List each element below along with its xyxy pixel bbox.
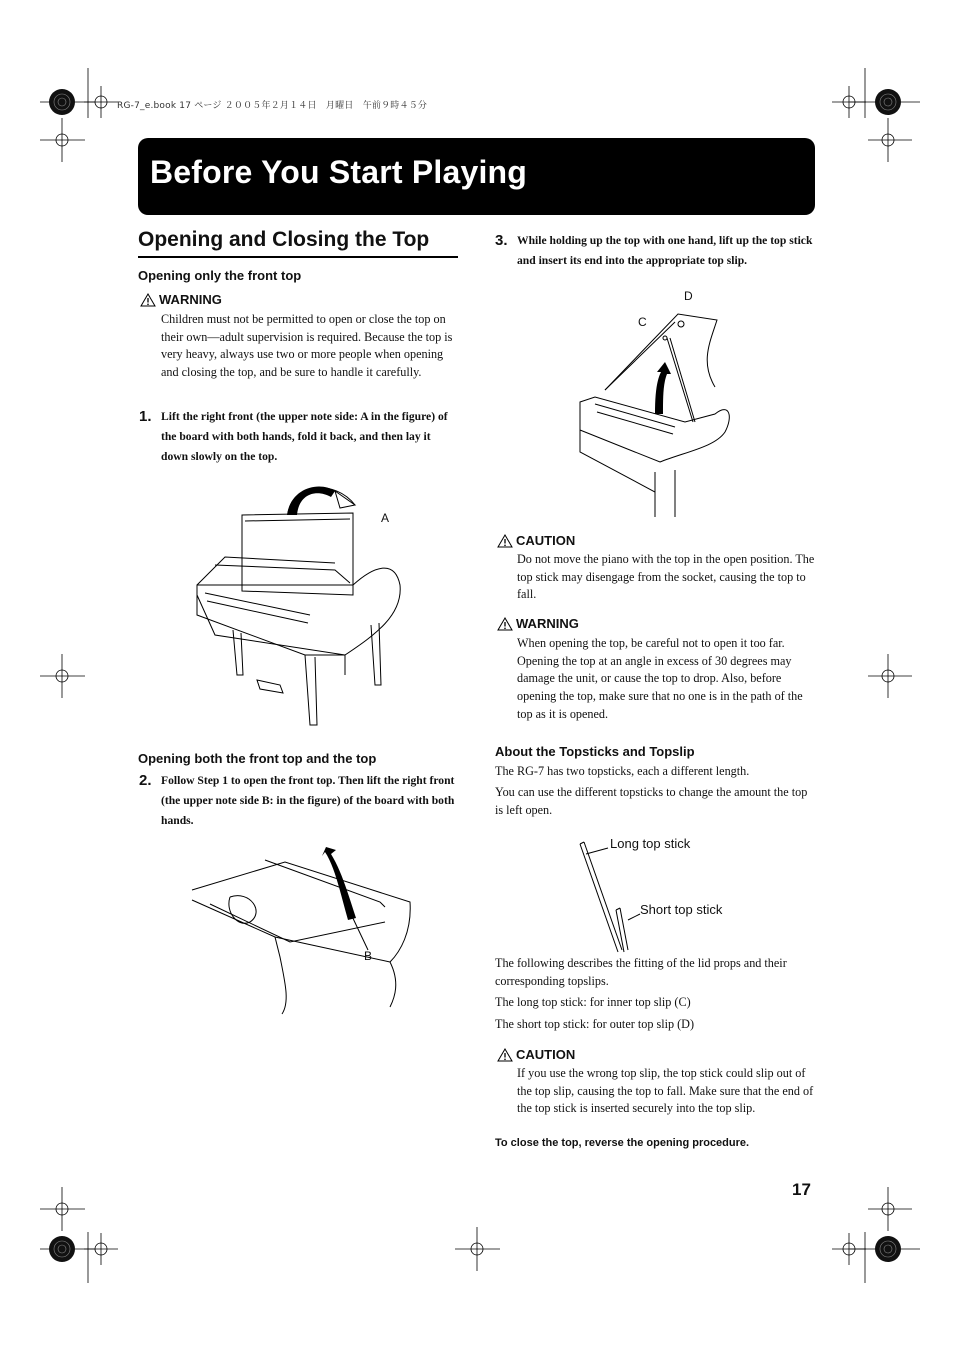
step-1-number: 1. — [139, 408, 152, 425]
figure-topsticks — [578, 840, 638, 955]
warning-text-2: When opening the top, be careful not to open it too far. Opening the top at an angle in excess of 30 degrees may damage the unit, or cause the top to drop. Also, before opening the top, make sure that no one is in the path of the top as it is opened. — [517, 636, 803, 721]
figure-piano-top-stick — [575, 302, 745, 522]
caution-heading-2 — [497, 1047, 575, 1062]
figure-2-label-b: B — [364, 949, 373, 963]
subhead-front-top: Opening only the front top — [138, 268, 302, 283]
step-2-number: 2. — [139, 772, 152, 789]
warning-triangle-icon — [497, 617, 513, 631]
warning-text-1: Children must not be permitted to open or close the top on their own—adult supervision is required. Because the top is very heavy, always use two or more people when opening and closing the top, and be sure to handle it carefully. — [161, 312, 453, 380]
warning-label-1: WARNING — [159, 292, 222, 307]
caution-label-2: CAUTION — [516, 1047, 576, 1062]
step-3-number: 3. — [495, 232, 508, 249]
figure-3-label-c: C — [638, 315, 647, 329]
para-topsticks-5: The short top stick: for outer top slip (D) — [495, 1017, 695, 1031]
caution-heading-1 — [497, 533, 575, 548]
page-number: 17 — [792, 1180, 811, 1199]
warning-heading-2 — [497, 616, 579, 631]
para-topsticks-4: The long top stick: for inner top slip (C) — [495, 995, 691, 1009]
para-topsticks-3: The following describes the fitting of the lid props and their corresponding topslips. — [495, 956, 787, 988]
para-topsticks-1: The RG-7 has two topsticks, each a different length. — [495, 764, 750, 778]
figure-piano-front-top — [185, 475, 445, 735]
figure-4-short-label: Short top stick — [640, 902, 723, 917]
step-3-text: While holding up the top with one hand, lift up the top stick and insert its end into the appropriate top slip. — [517, 234, 813, 267]
subhead-both-tops: Opening both the front top and the top — [138, 751, 377, 766]
figure-1-label-a: A — [381, 511, 390, 525]
warning-triangle-icon — [140, 293, 156, 307]
step-2-text: Follow Step 1 to open the front top. Then lift the right front (the upper note side B: in the figure) of the board with both hands. — [161, 774, 455, 827]
page-title: Before You Start Playing — [150, 154, 528, 190]
figure-piano-lift-top — [190, 842, 420, 1017]
para-topsticks-2: You can use the different topsticks to change the amount the top is left open. — [495, 785, 808, 817]
subhead-topsticks: About the Topsticks and Topslip — [495, 744, 695, 759]
step-1-text: Lift the right front (the upper note side: A in the figure) of the board with both hands, fold it back, and then lay it down slowly on the top. — [161, 410, 448, 463]
section-title: Opening and Closing the Top — [138, 228, 458, 258]
caution-text-2: If you use the wrong top slip, the top stick could slip out of the top slip, causing the top to fall. Make sure that the end of the top stick is inserted securely into the top slip. — [517, 1066, 814, 1116]
caution-triangle-icon — [497, 1048, 513, 1062]
warning-label-2: WARNING — [516, 616, 579, 631]
print-header: RG-7_e.book 17 ページ ２００５年２月１４日 月曜日 午前９時４５分 — [117, 101, 428, 111]
title-banner — [138, 138, 815, 215]
caution-triangle-icon — [497, 534, 513, 548]
figure-4-long-label: Long top stick — [610, 836, 691, 851]
caution-text-1: Do not move the piano with the top in the open position. The top stick may disengage from the socket, causing the top to fall. — [517, 552, 815, 602]
warning-heading-1 — [140, 292, 222, 307]
caution-label-1: CAUTION — [516, 533, 576, 548]
closing-note: To close the top, reverse the opening procedure. — [495, 1137, 750, 1149]
figure-3-label-d: D — [684, 289, 693, 303]
